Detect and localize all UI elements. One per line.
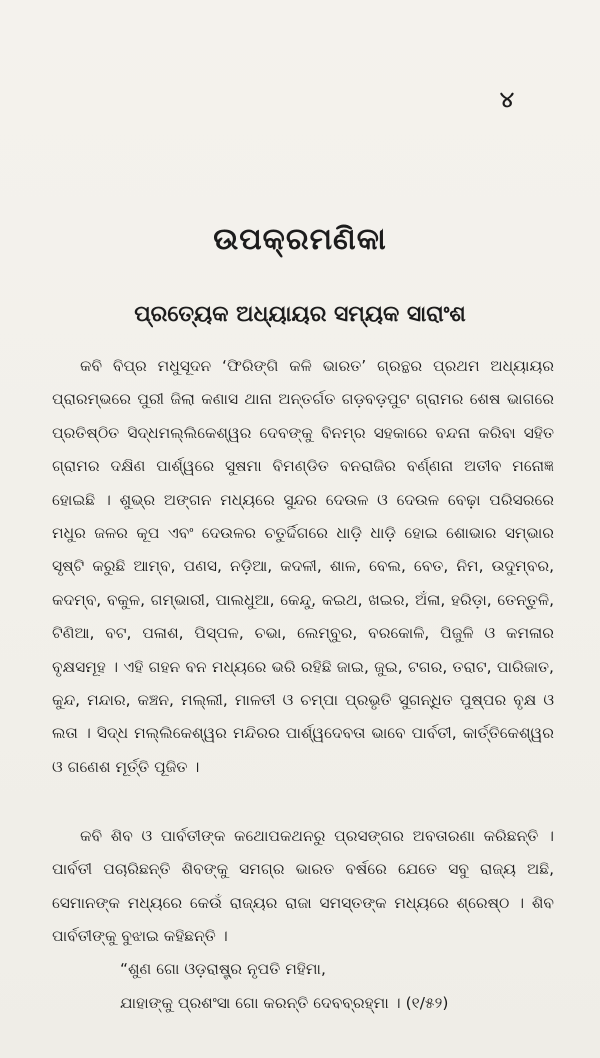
verse-line-1: “ଶୁଣ ଗୋ ଓଡ଼ରାଷ୍ଟ୍ର ନୃପତି ମହିମା, [120, 960, 326, 978]
verse-line-2: ଯାହାଙ୍କୁ ପ୍ରଶଂସା ଗୋ କରନ୍ତି ଦେବବ୍ରହ୍ମା । (୧/୫୨) [120, 994, 449, 1012]
verse-quote [120, 952, 560, 1020]
paragraph-text: କବି ବିପ୍ର ମଧୁସୂଦନ ‘ଫିରିଙ୍ଗି କଳି ଭାରତ’ ଗ୍ରନ୍ଥର ପ୍ରଥମ ଅଧ୍ୟାୟର ପ୍ରାରମ୍ଭରେ ପୁରୀ ଜିଲା କଣାସ ଥାନା ଅନ୍ତର୍ଗତ ଗଡ଼ବଡ଼ପୁଟ ଗ୍ରାମର ଶେଷ ଭାଗରେ ପ୍ରତିଷ୍ଠିତ ସିଦ୍ଧମଲ୍ଲିକେଶ୍ୱର ଦେବଙ୍କୁ ବିନମ୍ର ସହକାରେ ବନ୍ଦନା କରିବା ସହିତ ଗ୍ରାମର ଦକ୍ଷିଣ ପାର୍ଶ୍ୱରେ ସୁଷମା ବିମଣ୍ଡିତ ବନରାଜିର ବର୍ଣ୍ଣନା ଅତୀବ ମନୋଜ୍ଞ ହୋଇଛି । ଶୁଭ୍ର ଅଙ୍ଗନ ମଧ୍ୟରେ ସୁନ୍ଦର ଦେଉଳ ଓ ଦେଉଳ ବେଢ଼ା ପରିସରରେ ମଧୁର ଜଳର କୂପ ଏବଂ ଦେଉଳର ଚତୁର୍ଦ୍ଦିଗରେ ଧାଡ଼ି ଧାଡ଼ି ହୋଇ ଶୋଭାର ସମ୍ଭାର ସୃଷ୍ଟି କରୁଛି ଆମ୍ବ, ପଣସ, ନଡ଼ିଆ, କଦଳୀ, ଶାଳ, ବେଲ, ବେତ, ନିମ, ଉଦୁମ୍ବର, କଦମ୍ବ, ବକୁଳ, ଗମ୍ଭାରୀ, ପାଲଧୁଆ, କେନ୍ଦୁ, କଇଥ, ଖଇର, ଅଁଳା, ହରିଡ଼ା, ତେନ୍ତୁଳି, ଟିଣିଆ, ବଟ, ପଳାଶ, ପିସ୍ପଳ, ଚଭା, ଲେମ୍ବୁର, ବରକୋଳି, ପିଜୁଳି ଓ କମଳାର ବୃକ୍ଷସମୂହ । ଏହି ଗହନ ବନ ମଧ୍ୟରେ ଭରି ରହିଛି ଜାଇ, ଜୁଇ, ଟଗର, ତରାଟ, ପାରିଜାତ, କୁନ୍ଦ, ମନ୍ଦାର, କଞ୍ଚନ, ମଲ୍ଲୀ, ମାଳତୀ ଓ ଚମ୍ପା ପ୍ରଭୃତି ସୁଗନ୍ଧିତ ପୁଷ୍ପର ବୃକ୍ଷ ଓ ଲତା । ସିଦ୍ଧ ମଲ୍ଲିକେଶ୍ୱର ମନ୍ଦିରର ପାର୍ଶ୍ୱଦେବତା ଭାବେ ପାର୍ବତୀ, କାର୍ତ୍ତିକେଶ୍ୱର ଓ ଗଣେଶ ମୂର୍ତ୍ତି ପୂଜିତ । [52, 357, 554, 776]
page-number: ୪ [499, 88, 514, 113]
paragraph-text: କବି ଶିବ ଓ ପାର୍ବତୀଙ୍କ କଥୋପକଥନରୁ ପ୍ରସଙ୍ଗର ଅବତାରଣା କରିଛନ୍ତି । ପାର୍ବତୀ ପଚାରିଛନ୍ତି ଶିବଙ୍କୁ ସମଗ୍ର ଭାରତ ବର୍ଷରେ ଯେତେ ସବୁ ରାଜ୍ୟ ଅଛି, ସେମାନଙ୍କ ମଧ୍ୟରେ କେଉଁ ରାଜ୍ୟର ରାଜା ସମସ୍ତଙ୍କ ମଧ୍ୟରେ ଶ୍ରେଷ୍ଠ । ଶିବ ପାର୍ବତୀଙ୍କୁ ବୁଝାଇ କହିଛନ୍ତି । [52, 827, 554, 946]
chapter-title: ଉପକ୍ରମଣିକା [213, 222, 387, 257]
paragraph-1 [52, 350, 554, 784]
section-title: ପ୍ରତ୍ୟେକ ଅଧ୍ୟାୟର ସମ୍ୟକ ସାରାଂଶ [134, 302, 466, 327]
paragraph-2 [52, 820, 554, 954]
